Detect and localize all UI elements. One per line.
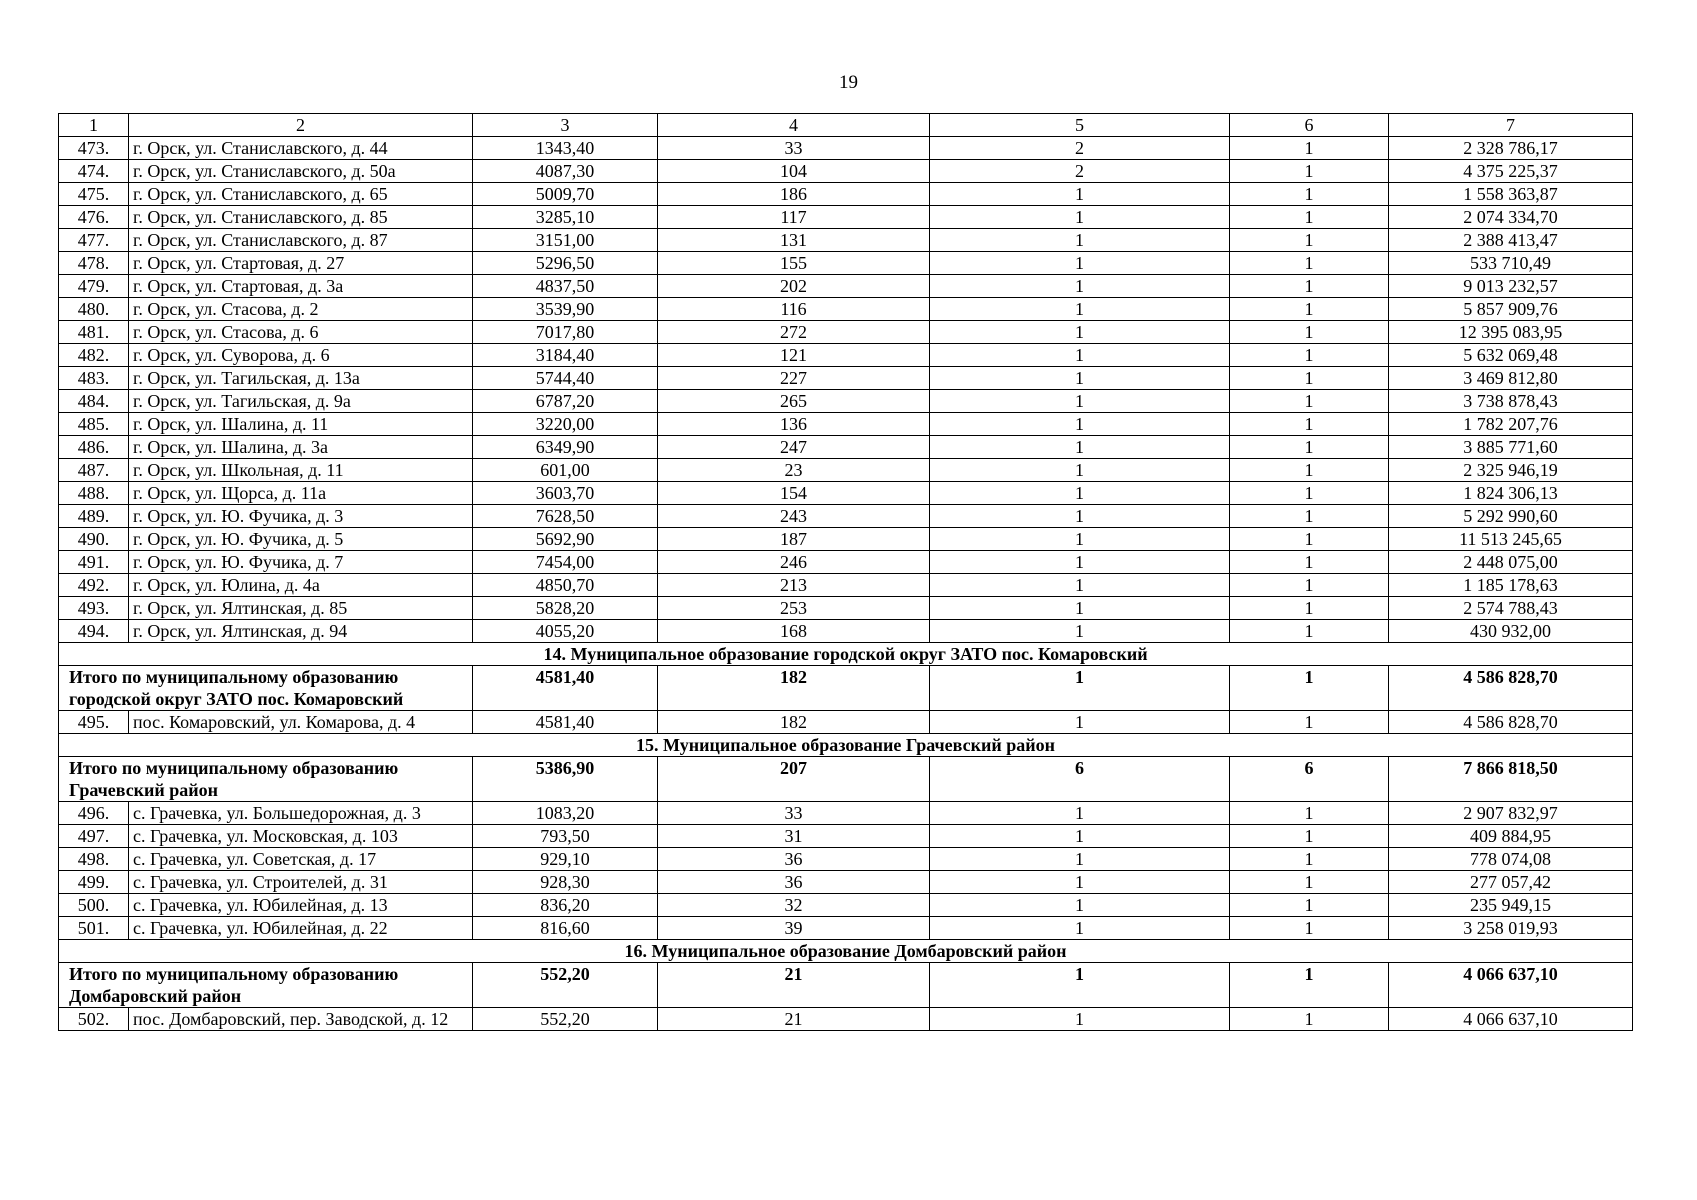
cost-cell: 5 292 990,60 <box>1389 505 1633 528</box>
table-row <box>59 848 1633 871</box>
col5-cell: 1 <box>930 825 1230 848</box>
address-cell: г. Орск, ул. Стасова, д. 2 <box>129 298 473 321</box>
row-number: 483. <box>59 367 129 390</box>
address-cell: г. Орск, ул. Суворова, д. 6 <box>129 344 473 367</box>
residents-cell: 36 <box>658 871 930 894</box>
address-cell: г. Орск, ул. Школьная, д. 11 <box>129 459 473 482</box>
residents-cell: 23 <box>658 459 930 482</box>
area-cell: 6787,20 <box>473 390 658 413</box>
header-cell: 4 <box>658 114 930 137</box>
col5-cell: 1 <box>930 252 1230 275</box>
area-cell: 6349,90 <box>473 436 658 459</box>
col6-cell: 1 <box>1230 802 1389 825</box>
area-cell: 928,30 <box>473 871 658 894</box>
table-row <box>59 482 1633 505</box>
residents-cell: 154 <box>658 482 930 505</box>
row-number: 478. <box>59 252 129 275</box>
table-row <box>59 390 1633 413</box>
cost-cell: 409 884,95 <box>1389 825 1633 848</box>
row-number: 481. <box>59 321 129 344</box>
col5-cell: 1 <box>930 459 1230 482</box>
address-cell: г. Орск, ул. Станиславского, д. 44 <box>129 137 473 160</box>
row-number: 485. <box>59 413 129 436</box>
col6-cell: 1 <box>1230 160 1389 183</box>
table-row <box>59 252 1633 275</box>
table-row <box>59 137 1633 160</box>
col5-cell: 1 <box>930 894 1230 917</box>
table-row <box>59 160 1633 183</box>
address-cell: г. Орск, ул. Ю. Фучика, д. 5 <box>129 528 473 551</box>
residents-cell: 117 <box>658 206 930 229</box>
area-cell: 1343,40 <box>473 137 658 160</box>
col5-cell: 1 <box>930 1008 1230 1031</box>
total-col5: 1 <box>930 666 1230 711</box>
address-cell: с. Грачевка, ул. Большедорожная, д. 3 <box>129 802 473 825</box>
total-residents: 207 <box>658 757 930 802</box>
header-cell: 5 <box>930 114 1230 137</box>
section-title: 14. Муниципальное образование городской округ ЗАТО пос. Комаровский <box>59 643 1633 666</box>
col5-cell: 2 <box>930 160 1230 183</box>
cost-cell: 9 013 232,57 <box>1389 275 1633 298</box>
col6-cell: 1 <box>1230 413 1389 436</box>
table-row <box>59 871 1633 894</box>
area-cell: 552,20 <box>473 1008 658 1031</box>
address-cell: с. Грачевка, ул. Московская, д. 103 <box>129 825 473 848</box>
total-col5: 6 <box>930 757 1230 802</box>
address-cell: г. Орск, ул. Станиславского, д. 65 <box>129 183 473 206</box>
col6-cell: 1 <box>1230 871 1389 894</box>
total-col5: 1 <box>930 963 1230 1008</box>
col5-cell: 1 <box>930 298 1230 321</box>
row-number: 490. <box>59 528 129 551</box>
address-cell: г. Орск, ул. Тагильская, д. 13а <box>129 367 473 390</box>
area-cell: 5828,20 <box>473 597 658 620</box>
page-number: 19 <box>839 72 858 93</box>
residents-cell: 136 <box>658 413 930 436</box>
residents-cell: 265 <box>658 390 930 413</box>
address-cell: г. Орск, ул. Ялтинская, д. 94 <box>129 620 473 643</box>
cost-cell: 4 066 637,10 <box>1389 1008 1633 1031</box>
total-area: 552,20 <box>473 963 658 1008</box>
col5-cell: 1 <box>930 802 1230 825</box>
residents-cell: 168 <box>658 620 930 643</box>
residents-cell: 36 <box>658 848 930 871</box>
col5-cell: 1 <box>930 482 1230 505</box>
cost-cell: 1 824 306,13 <box>1389 482 1633 505</box>
total-cost: 4 066 637,10 <box>1389 963 1633 1008</box>
cost-cell: 12 395 083,95 <box>1389 321 1633 344</box>
col6-cell: 1 <box>1230 528 1389 551</box>
table-row <box>59 436 1633 459</box>
row-number: 500. <box>59 894 129 917</box>
row-number: 473. <box>59 137 129 160</box>
address-cell: г. Орск, ул. Станиславского, д. 50а <box>129 160 473 183</box>
col6-cell: 1 <box>1230 711 1389 734</box>
col6-cell: 1 <box>1230 1008 1389 1031</box>
row-number: 487. <box>59 459 129 482</box>
address-cell: г. Орск, ул. Юлина, д. 4а <box>129 574 473 597</box>
cost-cell: 2 325 946,19 <box>1389 459 1633 482</box>
col5-cell: 1 <box>930 275 1230 298</box>
cost-cell: 3 738 878,43 <box>1389 390 1633 413</box>
area-cell: 3220,00 <box>473 413 658 436</box>
col6-cell: 1 <box>1230 298 1389 321</box>
residents-cell: 155 <box>658 252 930 275</box>
residents-cell: 253 <box>658 597 930 620</box>
section-title-row <box>59 734 1633 757</box>
address-cell: г. Орск, ул. Ю. Фучика, д. 7 <box>129 551 473 574</box>
area-cell: 1083,20 <box>473 802 658 825</box>
col5-cell: 1 <box>930 551 1230 574</box>
row-number: 486. <box>59 436 129 459</box>
col5-cell: 1 <box>930 848 1230 871</box>
address-cell: с. Грачевка, ул. Строителей, д. 31 <box>129 871 473 894</box>
header-cell: 6 <box>1230 114 1389 137</box>
area-cell: 816,60 <box>473 917 658 940</box>
total-label: Итого по муниципальному образованию Домбаровский район <box>59 963 473 1008</box>
section-title-row <box>59 643 1633 666</box>
col5-cell: 1 <box>930 183 1230 206</box>
section-title-row <box>59 940 1633 963</box>
col5-cell: 1 <box>930 711 1230 734</box>
col6-cell: 1 <box>1230 894 1389 917</box>
area-cell: 5744,40 <box>473 367 658 390</box>
table-row <box>59 344 1633 367</box>
area-cell: 5692,90 <box>473 528 658 551</box>
col6-cell: 1 <box>1230 620 1389 643</box>
area-cell: 3539,90 <box>473 298 658 321</box>
table-row <box>59 229 1633 252</box>
area-cell: 7017,80 <box>473 321 658 344</box>
col6-cell: 1 <box>1230 436 1389 459</box>
address-cell: с. Грачевка, ул. Советская, д. 17 <box>129 848 473 871</box>
address-cell: г. Орск, ул. Щорса, д. 11а <box>129 482 473 505</box>
col6-cell: 1 <box>1230 825 1389 848</box>
cost-cell: 3 258 019,93 <box>1389 917 1633 940</box>
col6-cell: 1 <box>1230 344 1389 367</box>
cost-cell: 5 857 909,76 <box>1389 298 1633 321</box>
cost-cell: 2 328 786,17 <box>1389 137 1633 160</box>
table-row <box>59 206 1633 229</box>
address-cell: г. Орск, ул. Стартовая, д. 3а <box>129 275 473 298</box>
col5-cell: 1 <box>930 390 1230 413</box>
cost-cell: 3 885 771,60 <box>1389 436 1633 459</box>
row-number: 474. <box>59 160 129 183</box>
header-cell: 1 <box>59 114 129 137</box>
col5-cell: 1 <box>930 917 1230 940</box>
col5-cell: 1 <box>930 620 1230 643</box>
area-cell: 601,00 <box>473 459 658 482</box>
table-row <box>59 574 1633 597</box>
cost-cell: 533 710,49 <box>1389 252 1633 275</box>
header-row <box>59 114 1633 137</box>
col5-cell: 1 <box>930 528 1230 551</box>
total-row <box>59 963 1633 1008</box>
table-row <box>59 505 1633 528</box>
cost-cell: 11 513 245,65 <box>1389 528 1633 551</box>
area-cell: 5009,70 <box>473 183 658 206</box>
residents-cell: 116 <box>658 298 930 321</box>
residents-cell: 246 <box>658 551 930 574</box>
total-row <box>59 666 1633 711</box>
col5-cell: 1 <box>930 436 1230 459</box>
total-col6: 1 <box>1230 963 1389 1008</box>
cost-cell: 2 074 334,70 <box>1389 206 1633 229</box>
residents-cell: 33 <box>658 802 930 825</box>
table-row <box>59 298 1633 321</box>
address-cell: г. Орск, ул. Стасова, д. 6 <box>129 321 473 344</box>
cost-cell: 2 907 832,97 <box>1389 802 1633 825</box>
col5-cell: 1 <box>930 505 1230 528</box>
total-area: 4581,40 <box>473 666 658 711</box>
row-number: 493. <box>59 597 129 620</box>
address-cell: пос. Домбаровский, пер. Заводской, д. 12 <box>129 1008 473 1031</box>
col6-cell: 1 <box>1230 183 1389 206</box>
header-cell: 3 <box>473 114 658 137</box>
cost-cell: 235 949,15 <box>1389 894 1633 917</box>
col6-cell: 1 <box>1230 505 1389 528</box>
area-cell: 7628,50 <box>473 505 658 528</box>
cost-cell: 5 632 069,48 <box>1389 344 1633 367</box>
address-cell: г. Орск, ул. Станиславского, д. 85 <box>129 206 473 229</box>
row-number: 492. <box>59 574 129 597</box>
row-number: 475. <box>59 183 129 206</box>
col6-cell: 1 <box>1230 917 1389 940</box>
col5-cell: 1 <box>930 229 1230 252</box>
row-number: 501. <box>59 917 129 940</box>
row-number: 491. <box>59 551 129 574</box>
residents-cell: 21 <box>658 1008 930 1031</box>
residents-cell: 104 <box>658 160 930 183</box>
col5-cell: 1 <box>930 413 1230 436</box>
row-number: 495. <box>59 711 129 734</box>
total-row <box>59 757 1633 802</box>
table-row <box>59 597 1633 620</box>
row-number: 502. <box>59 1008 129 1031</box>
col6-cell: 1 <box>1230 574 1389 597</box>
residents-cell: 182 <box>658 711 930 734</box>
residents-cell: 243 <box>658 505 930 528</box>
address-cell: г. Орск, ул. Тагильская, д. 9а <box>129 390 473 413</box>
col6-cell: 1 <box>1230 137 1389 160</box>
row-number: 489. <box>59 505 129 528</box>
area-cell: 4581,40 <box>473 711 658 734</box>
residents-cell: 272 <box>658 321 930 344</box>
area-cell: 4850,70 <box>473 574 658 597</box>
total-label: Итого по муниципальному образованию городской округ ЗАТО пос. Комаровский <box>59 666 473 711</box>
row-number: 476. <box>59 206 129 229</box>
residents-cell: 39 <box>658 917 930 940</box>
total-label: Итого по муниципальному образованию Грачевский район <box>59 757 473 802</box>
row-number: 479. <box>59 275 129 298</box>
table-row <box>59 321 1633 344</box>
address-cell: пос. Комаровский, ул. Комарова, д. 4 <box>129 711 473 734</box>
cost-cell: 2 574 788,43 <box>1389 597 1633 620</box>
area-cell: 929,10 <box>473 848 658 871</box>
area-cell: 793,50 <box>473 825 658 848</box>
table-row <box>59 917 1633 940</box>
address-cell: г. Орск, ул. Шалина, д. 11 <box>129 413 473 436</box>
col5-cell: 1 <box>930 574 1230 597</box>
address-cell: г. Орск, ул. Шалина, д. 3а <box>129 436 473 459</box>
housing-table <box>58 113 1633 1031</box>
table-row <box>59 275 1633 298</box>
total-area: 5386,90 <box>473 757 658 802</box>
header-cell: 7 <box>1389 114 1633 137</box>
residents-cell: 247 <box>658 436 930 459</box>
row-number: 496. <box>59 802 129 825</box>
row-number: 482. <box>59 344 129 367</box>
address-cell: г. Орск, ул. Ю. Фучика, д. 3 <box>129 505 473 528</box>
cost-cell: 2 448 075,00 <box>1389 551 1633 574</box>
table-row <box>59 413 1633 436</box>
table-row <box>59 620 1633 643</box>
cost-cell: 4 375 225,37 <box>1389 160 1633 183</box>
row-number: 494. <box>59 620 129 643</box>
total-col6: 1 <box>1230 666 1389 711</box>
area-cell: 3603,70 <box>473 482 658 505</box>
cost-cell: 2 388 413,47 <box>1389 229 1633 252</box>
cost-cell: 430 932,00 <box>1389 620 1633 643</box>
residents-cell: 187 <box>658 528 930 551</box>
area-cell: 3184,40 <box>473 344 658 367</box>
cost-cell: 3 469 812,80 <box>1389 367 1633 390</box>
total-cost: 7 866 818,50 <box>1389 757 1633 802</box>
table-row <box>59 711 1633 734</box>
area-cell: 7454,00 <box>473 551 658 574</box>
area-cell: 3285,10 <box>473 206 658 229</box>
address-cell: г. Орск, ул. Ялтинская, д. 85 <box>129 597 473 620</box>
cost-cell: 1 185 178,63 <box>1389 574 1633 597</box>
row-number: 484. <box>59 390 129 413</box>
col5-cell: 1 <box>930 367 1230 390</box>
col6-cell: 1 <box>1230 229 1389 252</box>
col6-cell: 1 <box>1230 551 1389 574</box>
col6-cell: 1 <box>1230 206 1389 229</box>
area-cell: 4055,20 <box>473 620 658 643</box>
col5-cell: 1 <box>930 206 1230 229</box>
col6-cell: 1 <box>1230 390 1389 413</box>
row-number: 498. <box>59 848 129 871</box>
address-cell: г. Орск, ул. Стартовая, д. 27 <box>129 252 473 275</box>
table-row <box>59 551 1633 574</box>
row-number: 480. <box>59 298 129 321</box>
table-row <box>59 459 1633 482</box>
cost-cell: 1 782 207,76 <box>1389 413 1633 436</box>
cost-cell: 778 074,08 <box>1389 848 1633 871</box>
col6-cell: 1 <box>1230 252 1389 275</box>
residents-cell: 121 <box>658 344 930 367</box>
total-residents: 182 <box>658 666 930 711</box>
col6-cell: 1 <box>1230 482 1389 505</box>
area-cell: 4087,30 <box>473 160 658 183</box>
col6-cell: 1 <box>1230 597 1389 620</box>
address-cell: с. Грачевка, ул. Юбилейная, д. 22 <box>129 917 473 940</box>
table-row <box>59 367 1633 390</box>
residents-cell: 31 <box>658 825 930 848</box>
col6-cell: 1 <box>1230 848 1389 871</box>
total-cost: 4 586 828,70 <box>1389 666 1633 711</box>
table-row <box>59 825 1633 848</box>
residents-cell: 131 <box>658 229 930 252</box>
col6-cell: 1 <box>1230 275 1389 298</box>
table-row <box>59 802 1633 825</box>
col5-cell: 1 <box>930 344 1230 367</box>
col6-cell: 1 <box>1230 459 1389 482</box>
row-number: 497. <box>59 825 129 848</box>
col6-cell: 1 <box>1230 367 1389 390</box>
section-title: 15. Муниципальное образование Грачевский район <box>59 734 1633 757</box>
cost-cell: 1 558 363,87 <box>1389 183 1633 206</box>
total-col6: 6 <box>1230 757 1389 802</box>
area-cell: 4837,50 <box>473 275 658 298</box>
col5-cell: 1 <box>930 321 1230 344</box>
address-cell: с. Грачевка, ул. Юбилейная, д. 13 <box>129 894 473 917</box>
row-number: 477. <box>59 229 129 252</box>
section-title: 16. Муниципальное образование Домбаровский район <box>59 940 1633 963</box>
area-cell: 3151,00 <box>473 229 658 252</box>
table-row <box>59 1008 1633 1031</box>
residents-cell: 227 <box>658 367 930 390</box>
area-cell: 836,20 <box>473 894 658 917</box>
col6-cell: 1 <box>1230 321 1389 344</box>
cost-cell: 277 057,42 <box>1389 871 1633 894</box>
col5-cell: 2 <box>930 137 1230 160</box>
cost-cell: 4 586 828,70 <box>1389 711 1633 734</box>
table-row <box>59 528 1633 551</box>
total-residents: 21 <box>658 963 930 1008</box>
residents-cell: 186 <box>658 183 930 206</box>
residents-cell: 213 <box>658 574 930 597</box>
col5-cell: 1 <box>930 597 1230 620</box>
residents-cell: 202 <box>658 275 930 298</box>
residents-cell: 33 <box>658 137 930 160</box>
header-cell: 2 <box>129 114 473 137</box>
area-cell: 5296,50 <box>473 252 658 275</box>
residents-cell: 32 <box>658 894 930 917</box>
col5-cell: 1 <box>930 871 1230 894</box>
row-number: 499. <box>59 871 129 894</box>
table-row <box>59 183 1633 206</box>
row-number: 488. <box>59 482 129 505</box>
table-row <box>59 894 1633 917</box>
address-cell: г. Орск, ул. Станиславского, д. 87 <box>129 229 473 252</box>
